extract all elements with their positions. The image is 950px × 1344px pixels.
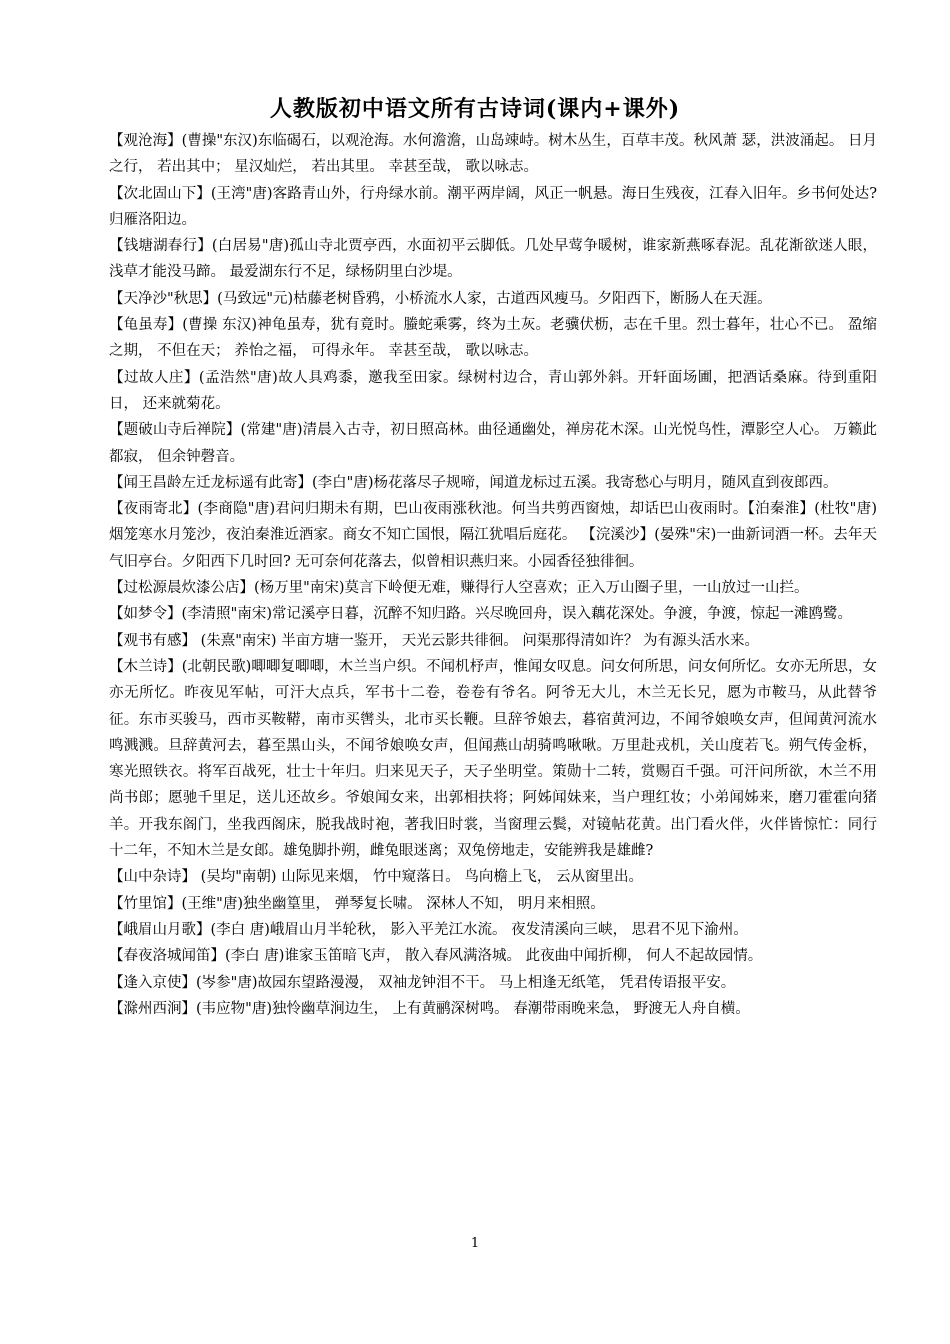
poem-paragraph: 【峨眉山月歌】(李白 唐)峨眉山月半轮秋， 影入平羌江水流。 夜发清溪向三峡， 思君不见下渝州。 xyxy=(109,921,748,938)
poem-paragraph: 【闻王昌龄左迁龙标遥有此寄】(李白"唐)杨花落尽子规啼，闻道龙标过五溪。我寄愁心与明月，随风直到夜郎西。 xyxy=(109,474,838,491)
poem-paragraph: 【钱塘湖春行】(白居易"唐)孤山寺北贾亭西，水面初平云脚低。几处早莺争暖树，谁家新燕啄春泥。乱花渐欲迷人眼，浅草才能没马蹄。 最爱湖东行不足，绿杨阴里白沙堤。 xyxy=(109,238,877,281)
poem-paragraph: 【如梦令】(李清照"南宋)常记溪亭日暮，沉醉不知归路。兴尽晚回舟，误入藕花深处。争渡，争渡，惊起一滩鸥鹭。 xyxy=(109,606,852,623)
poem-paragraph: 【龟虽寿】(曹操 东汉)神龟虽寿，犹有竟时。螣蛇乘雾，终为土灰。老骥伏枥，志在千里。烈士暮年，壮心不已。 盈缩之期， 不但在天； 养怡之福， 可得永年。 幸甚至哉， 歌以咏志。 xyxy=(109,317,877,360)
poem-paragraph: 【过故人庄】(孟浩然"唐)故人具鸡黍，邀我至田家。绿树村边合，青山郭外斜。开轩面场圃，把酒话桑麻。待到重阳日， 还来就菊花。 xyxy=(109,369,877,412)
page-number: 1 xyxy=(470,1236,480,1251)
poem-paragraph: 【竹里馆】(王维"唐)独坐幽篁里， 弹琴复长啸。 深林人不知， 明月来相照。 xyxy=(109,895,605,912)
poem-paragraph: 【滁州西涧】(韦应物"唐)独怜幽草涧边生， 上有黄鹂深树鸣。 春潮带雨晚来急， 野渡无人舟自横。 xyxy=(109,1000,750,1017)
poem-paragraph: 【山中杂诗】 (吴均"南朝) 山际见来烟， 竹中窥落日。 鸟向檐上飞， 云从窗里出。 xyxy=(109,869,644,886)
poem-paragraph: 【观沧海】(曹操"东汉)东临碣石，以观沧海。水何澹澹，山岛竦峙。树木丛生，百草丰茂。秋风萧 瑟，洪波涌起。 日月之行， 若出其中； 星汉灿烂， 若出其里。 幸甚至哉， 歌以咏志。 xyxy=(109,133,877,176)
poem-paragraph: 【春夜洛城闻笛】(李白 唐)谁家玉笛暗飞声， 散入春风满洛城。 此夜曲中闻折柳， 何人不起故园情。 xyxy=(109,948,763,965)
poem-paragraph: 【天净沙"秋思】(马致远"元)枯藤老树昏鸦，小桥流水人家，古道西风瘦马。夕阳西下，断肠人在天涯。 xyxy=(109,290,772,307)
poem-paragraph: 【次北固山下】(王湾"唐)客路青山外，行舟绿水前。潮平两岸阔，风正一帆悬。海日生残夜，江春入旧年。乡书何处达? 归雁洛阳边。 xyxy=(109,185,877,228)
poem-paragraph: 【夜雨寄北】(李商隐"唐)君问归期未有期，巴山夜雨涨秋池。何当共剪西窗烛，却话巴山夜雨时。【泊秦淮】(杜牧"唐)烟笼寒水月笼沙，夜泊秦淮近酒家。商女不知亡国恨，隔江犹唱后庭花。 【浣溪沙】(晏殊"宋)一曲新词酒一杯。去年天气旧亭台。夕阳西下几时回? 无可奈何花落去，似曾相识燕归来。小园香径独徘徊。 xyxy=(109,501,877,570)
page-title: 人教版初中语文所有古诗词(课内+课外) xyxy=(269,96,681,122)
poem-paragraph: 【题破山寺后禅院】(常建"唐)清晨入古寺，初日照高林。曲径通幽处，禅房花木深。山光悦鸟性，潭影空人心。 万籁此都寂， 但余钟磬音。 xyxy=(109,422,877,465)
poem-paragraph: 【木兰诗】(北朝民歌)唧唧复唧唧，木兰当户织。不闻机杼声，惟闻女叹息。问女何所思，问女何所忆。女亦无所思，女亦无所忆。昨夜见军帖，可汗大点兵，军书十二卷，卷卷有爷名。阿爷无大儿，木兰无长兄，愿为市鞍马，从此替爷征。东市买骏马，西市买鞍鞯，南市买辔头，北市买长鞭。旦辞爷娘去，暮宿黄河边，不闻爷娘唤女声，但闻黄河流水鸣溅溅。旦辞黄河去，暮至黑山头，不闻爷娘唤女声，但闻燕山胡骑鸣啾啾。万里赴戎机，关山度若飞。朔气传金柝，寒光照铁衣。将军百战死，壮士十年归。归来见天子，天子坐明堂。策勋十二转，赏赐百千强。可汗问所欲，木兰不用尚书郎；愿驰千里足，送儿还故乡。爷娘闻女来，出郭相扶将；阿姊闻妹来，当户理红妆；小弟闻姊来，磨刀霍霍向猪羊。开我东阁门，坐我西阁床，脱我战时袍，著我旧时裳，当窗理云鬓，对镜帖花黄。出门看火伴，火伴皆惊忙：同行十二年，不知木兰是女郎。雄兔脚扑朔，雌兔眼迷离；双兔傍地走，安能辨我是雄雌? xyxy=(109,658,877,860)
poem-paragraph: 【逢入京使】(岑参"唐)故园东望路漫漫， 双袖龙钟泪不干。 马上相逢无纸笔， 凭君传语报平安。 xyxy=(109,974,736,991)
poem-list xyxy=(109,128,877,1022)
poem-paragraph: 【观书有感】 (朱熹"南宋) 半亩方塘一鉴开， 天光云影共徘徊。 问渠那得清如许？ 为有源头活水来。 xyxy=(109,632,760,649)
poem-paragraph: 【过松源晨炊漆公店】(杨万里"南宋)莫言下岭便无难，赚得行人空喜欢；正入万山圈子里，一山放过一山拦。 xyxy=(109,580,809,597)
